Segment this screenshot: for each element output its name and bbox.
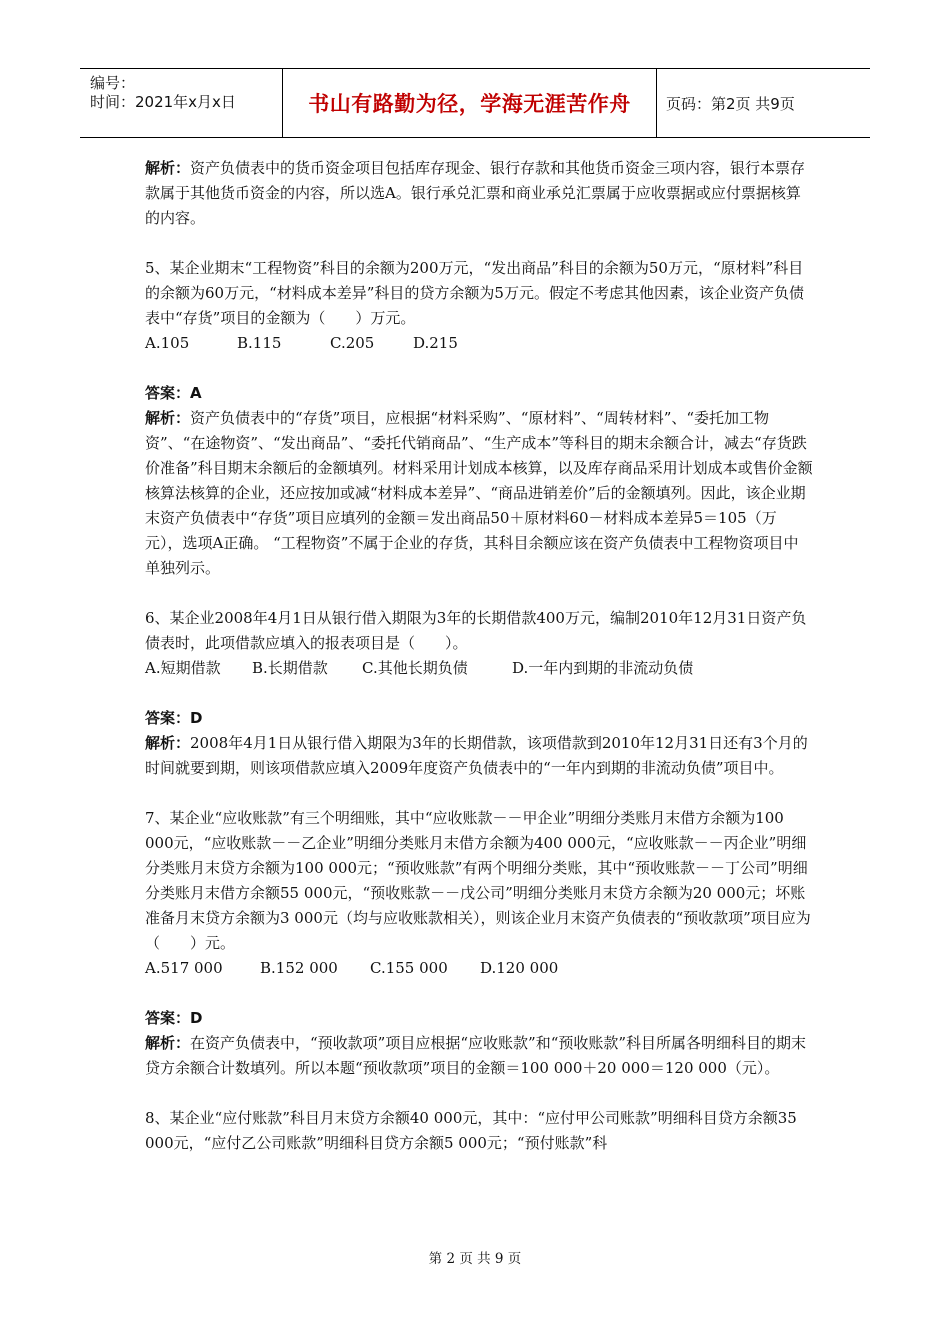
question-6 (145, 606, 813, 681)
motto: 书山有路勤为径，学海无涯苦作舟 (308, 92, 631, 116)
answer-6 (145, 706, 813, 731)
page-footer: 第 2 页 共 9 页 (428, 1251, 522, 1267)
page-header (80, 68, 870, 138)
answer-label: 答案：D (145, 1009, 203, 1027)
explanation-label: 解析： (145, 409, 191, 427)
option: B.长期借款 (252, 659, 328, 677)
question-text: 5、某企业期末“工程物资”科目的余额为200万元，“发出商品”科目的余额为50万元，“原材料”科目的余额为60万元，“材料成本差异”科目的贷方余额为5万元。假定不考虑其他因素，该企业资产负债表中“存货”项目的金额为（ ）万元。 (145, 259, 804, 327)
question-text: 7、某企业“应收账款”有三个明细账，其中“应收账款－－甲企业”明细分类账月末借方余额为100 000元，“应收账款－－乙企业”明细分类账月末借方余额为400 000元，“应收账款－－丙企业”明细分类账月末贷方余额为100 000元；“预收账款”有两个明细分类账，其中“预收账款－－丁公司”明细分类账月末借方余额55 000元，“预收账款－－戊公司”明细分类账月末贷方余额为20 000元；坏账准备月末贷方余额为3 000元（均与应收账款相关），则该企业月末资产负债表的“预收款项”项目应为（ ）元。 (145, 809, 811, 952)
explanation-6 (145, 731, 813, 781)
explanation-label: 解析： (145, 1034, 191, 1052)
explanation-text: 资产负债表中的“存货”项目，应根据“材料采购”、“原材料”、“周转材料”、“委托加工物资”、“在途物资”、“发出商品”、“委托代销商品”、“生产成本”等科目的期末余额合计，减去“存货跌价准备”科目期末余额后的金额填列。材料采用计划成本核算，以及库存商品采用计划成本或售价金额核算法核算的企业，还应按加或减“材料成本差异”、“商品进销差价”后的金额填列。因此，该企业期末资产负债表中“存货”项目应填列的金额＝发出商品50＋原材料60－材料成本差异5＝105（万元），选项A正确。 “工程物资”不属于企业的存货，其科目余额应该在资产负债表中工程物资项目中单独列示。 (145, 409, 813, 577)
explanation-label: 解析： (145, 159, 191, 177)
question-text: 6、某企业2008年4月1日从银行借入期限为3年的长期借款400万元，编制2010年12月31日资产负债表时，此项借款应填入的报表项目是（ ）。 (145, 609, 807, 652)
option: B.115 (237, 334, 282, 352)
page-indicator: 页码：第2页 共9页 (666, 94, 795, 113)
question-text: 8、某企业“应付账款”科目月末贷方余额40 000元，其中：“应付甲公司账款”明细科目贷方余额35 000元，“应付乙公司账款”明细科目贷方余额5 000元；“预付账款”科 (145, 1109, 797, 1152)
explanation-text: 2008年4月1日从银行借入期限为3年的长期借款，该项借款到2010年12月31日还有3个月的时间就要到期，则该项借款应填入2009年度资产负债表中的“一年内到期的非流动负债”项目中。 (145, 734, 808, 777)
explanation-5 (145, 406, 813, 581)
question-7 (145, 806, 813, 981)
option: D.215 (413, 334, 458, 352)
answer-7 (145, 1006, 813, 1031)
option: A.短期借款 (145, 659, 221, 677)
option: C.205 (330, 334, 375, 352)
option: D.120 000 (480, 959, 559, 977)
explanation-4 (145, 156, 813, 231)
explanation-text: 资产负债表中的货币资金项目包括库存现金、银行存款和其他货币资金三项内容，银行本票存款属于其他货币资金的内容，所以选A。银行承兑汇票和商业承兑汇票属于应收票据或应付票据核算的内容。 (145, 159, 806, 227)
option: A.517 000 (145, 959, 223, 977)
explanation-7 (145, 1031, 813, 1081)
explanation-text: 在资产负债表中，“预收款项”项目应根据“应收账款”和“预收账款”科目所属各明细科目的期末贷方余额合计数填列。所以本题“预收款项”项目的金额＝100 000＋20 000＝120 000（元）。 (145, 1034, 807, 1077)
option: D.一年内到期的非流动负债 (512, 659, 694, 677)
document-body (145, 156, 813, 1156)
option: C.155 000 (370, 959, 448, 977)
doc-code-label: 编号： (90, 74, 136, 92)
question-5 (145, 256, 813, 356)
option: B.152 000 (260, 959, 338, 977)
options-row (145, 956, 813, 981)
header-info-cell (80, 69, 283, 137)
options-row (145, 656, 813, 681)
answer-5 (145, 381, 813, 406)
explanation-label: 解析： (145, 734, 191, 752)
doc-date-label: 时间：2021年x月x日 (90, 93, 236, 111)
answer-label: 答案：A (145, 384, 202, 402)
question-8 (145, 1106, 813, 1156)
answer-label: 答案：D (145, 709, 203, 727)
option: C.其他长期负债 (362, 659, 468, 677)
header-motto-cell (283, 69, 657, 137)
header-page-cell (657, 69, 870, 137)
options-row (145, 331, 813, 356)
option: A.105 (145, 334, 190, 352)
